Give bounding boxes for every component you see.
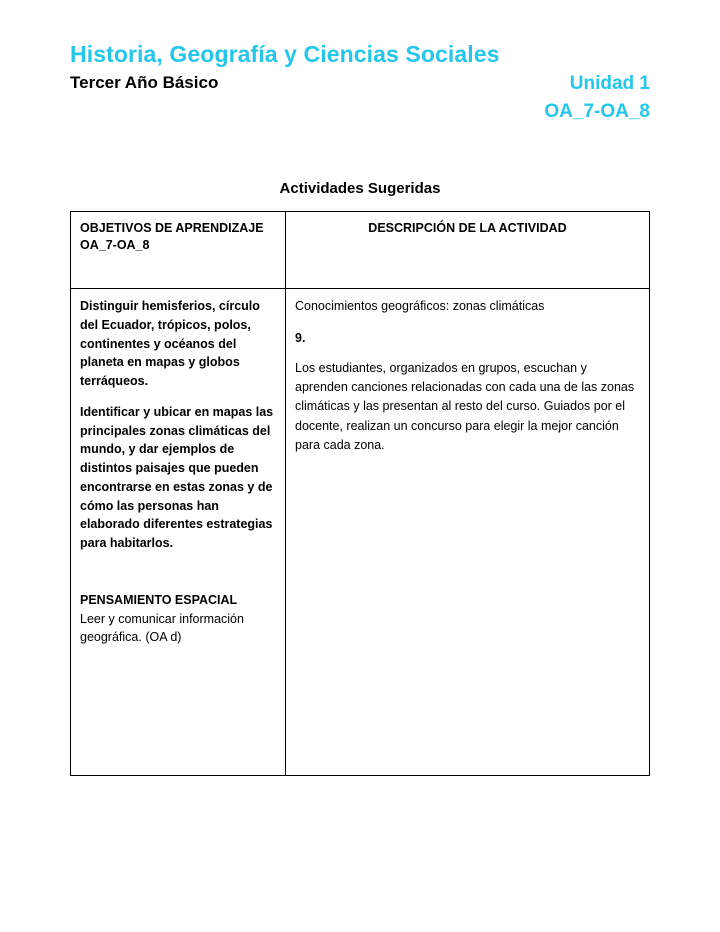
header-right-block xyxy=(410,72,650,124)
header-cell-description xyxy=(286,212,650,289)
objectives-cell xyxy=(71,289,286,776)
description-cell xyxy=(286,289,650,776)
unit-label: Unidad 1 xyxy=(569,73,650,94)
objective-item-1: Distinguir hemisferios, círculo del Ecuador, trópicos, polos, continentes y océanos del planeta en mapas y globos terráqueos. xyxy=(80,299,260,388)
objectives-column-header: OBJETIVOS DE APRENDIZAJE OA_7-OA_8 xyxy=(80,221,264,252)
skill-heading: PENSAMIENTO ESPACIAL xyxy=(80,592,238,607)
objectives-spacer xyxy=(80,553,276,591)
grade-title: Tercer Año Básico xyxy=(70,72,219,92)
subject-title: Historia, Geografía y Ciencias Sociales xyxy=(70,41,500,67)
activities-table xyxy=(70,211,650,776)
document-header xyxy=(70,40,650,132)
description-column-header: DESCRIPCIÓN DE LA ACTIVIDAD xyxy=(368,221,567,235)
oa-range-label: OA_7-OA_8 xyxy=(544,100,650,122)
table-row xyxy=(71,289,650,776)
skill-text: Leer y comunicar información geográfica. (OA d) xyxy=(80,611,244,645)
activity-text: Los estudiantes, organizados en grupos, escuchan y aprenden canciones relacionadas con cada una de las zonas climáticas y las presentan al resto del curso. Guiados por el docente, realizan un concurso para elegir la mejor canción para cada zona. xyxy=(295,360,635,452)
section-title: Actividades Sugeridas xyxy=(279,180,441,197)
table-header-row xyxy=(71,212,650,289)
header-cell-objectives xyxy=(71,212,286,289)
objective-item-2: Identificar y ubicar en mapas las principales zonas climáticas del mundo, y dar ejemplos de distintos paisajes que pueden encontrarse en estas zonas y de cómo las personas han elaborado diferentes estrategias para habitarlos. xyxy=(80,404,274,550)
activity-topic: Conocimientos geográficos: zonas climáticas xyxy=(295,299,545,313)
activity-number: 9. xyxy=(295,330,306,345)
